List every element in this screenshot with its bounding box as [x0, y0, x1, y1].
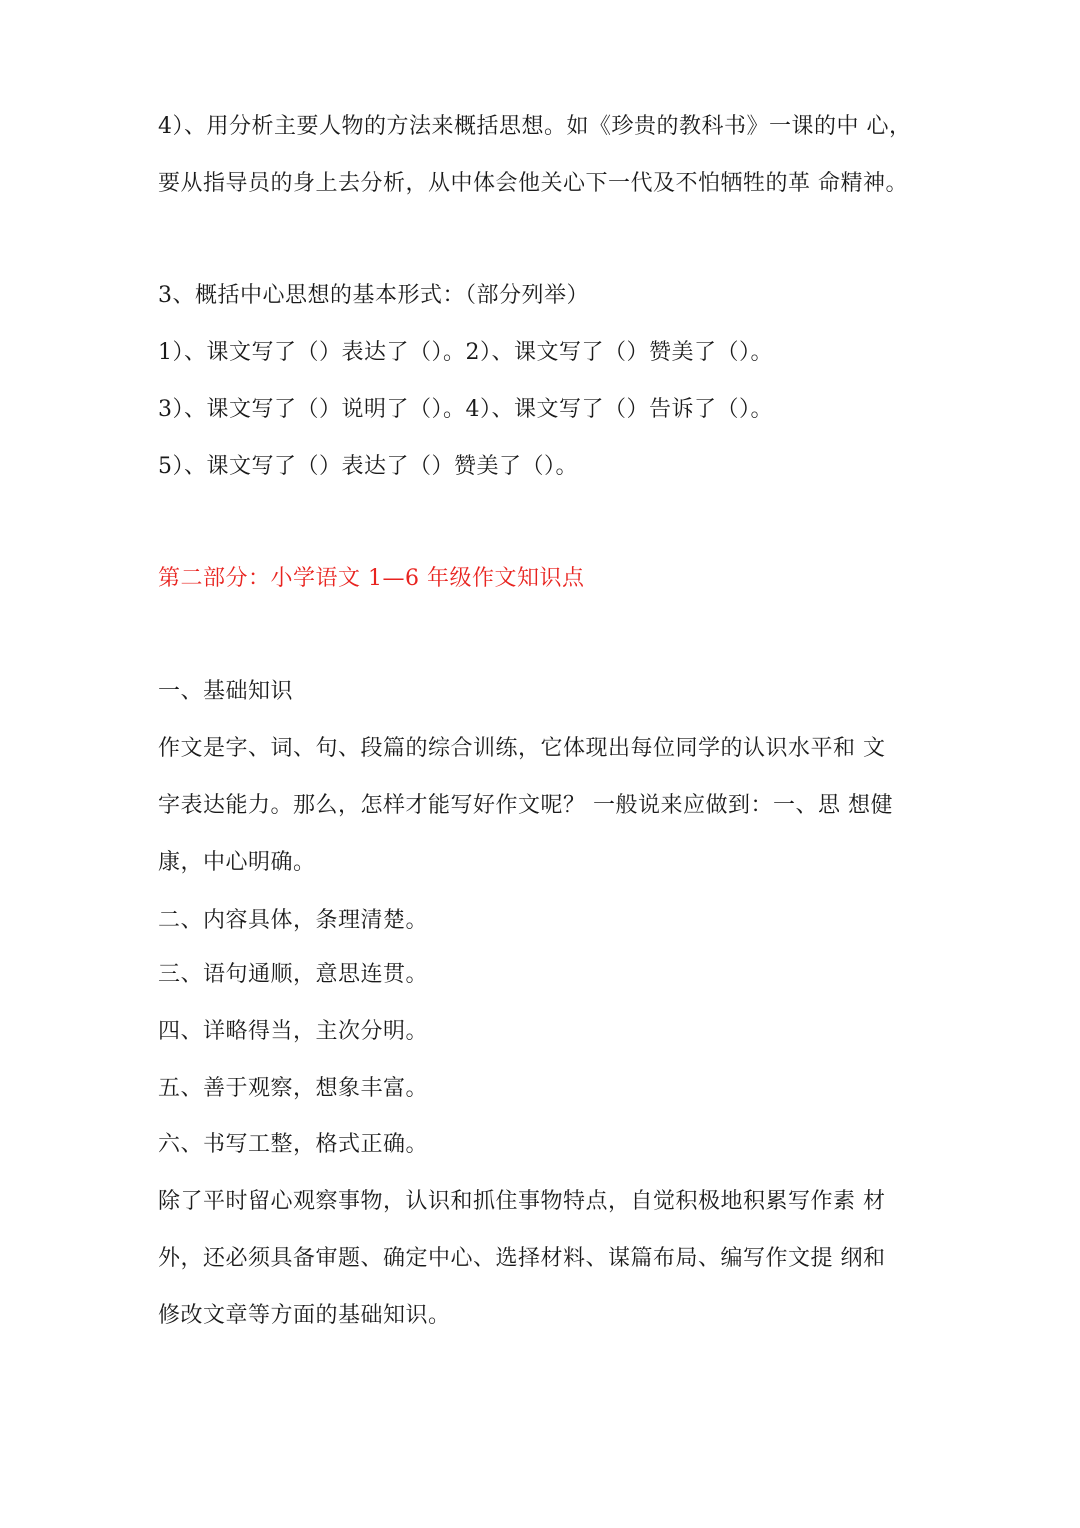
intro-paragraph-line-2: 字表达能力。那么，怎样才能写好作文呢？ 一般说来应做到：一、思 想健 [158, 793, 893, 818]
form-line-1-2: 1）、课文写了（）表达了（）。2）、课文写了（）赞美了（）。 [158, 340, 773, 365]
intro-paragraph-line-1: 作文是字、词、句、段篇的综合训练，它体现出每位同学的认识水平和 文 [158, 736, 886, 761]
list-item-6: 六、书写工整，格式正确。 [158, 1132, 429, 1157]
list-item-3: 三、语句通顺，意思连贯。 [158, 962, 429, 987]
closing-paragraph-line-1: 除了平时留心观察事物，认识和抓住事物特点，自觉积极地积累写作素 材 [158, 1189, 886, 1214]
part-two-heading: 第二部分：小学语文 1—6 年级作文知识点 [158, 566, 585, 591]
paragraph-line-method-4-cont: 要从指导员的身上去分析，从中体会他关心下一代及不怕牺牲的革 命精神。 [158, 171, 908, 196]
closing-paragraph-line-2: 外，还必须具备审题、确定中心、选择材料、谋篇布局、编写作文提 纲和 [158, 1246, 886, 1271]
intro-paragraph-line-3: 康，中心明确。 [158, 850, 316, 875]
list-item-4: 四、详略得当，主次分明。 [158, 1019, 429, 1044]
basic-knowledge-heading: 一、基础知识 [158, 679, 294, 704]
list-item-2: 二、内容具体，条理清楚。 [158, 908, 429, 933]
paragraph-line-method-4: 4）、用分析主要人物的方法来概括思想。如《珍贵的教科书》一课的中 心， [158, 114, 912, 139]
form-line-3-4: 3）、课文写了（）说明了（）。4）、课文写了（）告诉了（）。 [158, 397, 773, 422]
closing-paragraph-line-3: 修改文章等方面的基础知识。 [158, 1303, 451, 1328]
form-line-5: 5）、课文写了（）表达了（）赞美了（）。 [158, 454, 578, 479]
section-heading-forms: 3、概括中心思想的基本形式：（部分列举） [158, 283, 589, 308]
list-item-5: 五、善于观察，想象丰富。 [158, 1076, 429, 1101]
